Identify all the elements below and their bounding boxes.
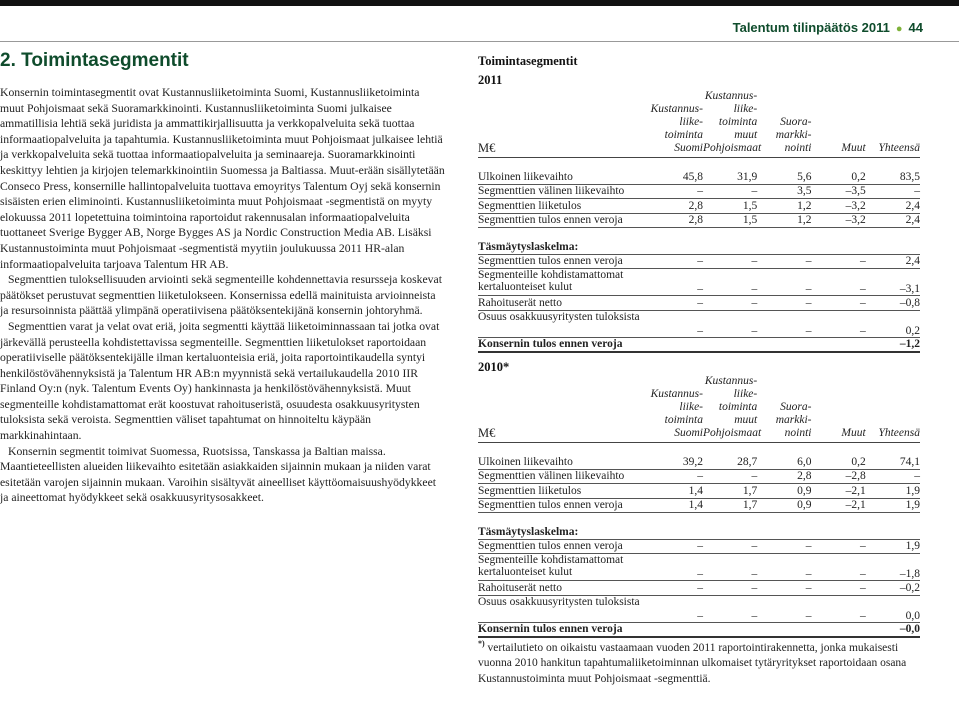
cell: –2,1 [811,484,865,499]
col-header: Yhteensä [866,90,920,158]
row-label: Segmenttien tulos ennen veroja [478,498,649,513]
footnote-mark: *) [478,639,485,648]
cell: – [757,554,811,581]
col-header: Suora- markki- nointi [757,90,811,158]
row-label: Segmenttien liiketulos [478,484,649,499]
table-row [478,455,920,469]
col-header: Kustannus- liike- toiminta muut Pohjoismaat [703,90,757,158]
cell: – [703,554,757,581]
cell: 0,2 [866,310,920,337]
cell: – [703,269,757,296]
table-row [478,498,920,513]
row-label: Segmenttien tulos ennen veroja [478,539,649,554]
cell: 0,2 [811,170,865,184]
cell: 1,4 [649,484,703,499]
segments-year-2011: 2011 [478,73,503,87]
cell: – [649,595,703,622]
cell: 1,7 [703,498,757,513]
total-label: Konsernin tulos ennen veroja [478,622,866,637]
segments-2010-block [478,360,920,638]
cell: –3,1 [866,269,920,296]
col-header: Kustannus- liike- toiminta Suomi [649,90,703,158]
cell: 2,8 [757,469,811,484]
segments-title: Toimintasegmentit [478,54,578,68]
cell: –3,2 [811,199,865,214]
cell: 1,9 [866,484,920,499]
row-label: Ulkoinen liikevaihto [478,455,649,469]
table-header-row [478,375,920,443]
cell: – [703,469,757,484]
total-value: –0,0 [866,622,920,637]
cell: 1,4 [649,498,703,513]
cell: –2,1 [811,498,865,513]
cell: – [649,581,703,596]
table-row [478,539,920,554]
cell: 2,4 [866,199,920,214]
cell: – [703,254,757,269]
cell: 2,4 [866,254,920,269]
col-header: Kustannus- liike- toiminta Suomi [649,375,703,443]
cell: – [703,310,757,337]
row-label: Segmenteille kohdistamattomat kertaluonteiset kulut [478,269,649,296]
cell: 5,6 [757,170,811,184]
cell: – [811,554,865,581]
cell: 28,7 [703,455,757,469]
segments-2011-block [478,54,920,353]
col-header: Muut [811,375,865,443]
row-label: Segmenttien liiketulos [478,199,649,214]
table-row [478,581,920,596]
col-header: Kustannus- liike- toiminta muut Pohjoismaat [703,375,757,443]
row-label: Rahoituserät netto [478,296,649,311]
cell: 39,2 [649,455,703,469]
unit-label: M€ [478,90,649,158]
cell: – [811,254,865,269]
cell: –0,2 [866,581,920,596]
cell: 1,5 [703,213,757,228]
table-header-row [478,90,920,158]
cell: 6,0 [757,455,811,469]
paragraph: Konsernin toimintasegmentit ovat Kustannusliiketoiminta Suomi, Kustannusliiketoiminta muut Pohjoismaat sekä Suoramarkkinointi. Kustannusliiketoiminta Suomi julkaisee ammatillisia lehtiä sekä juridista ja ammattikirjallisuutta ja verkkopalveluita sekä tuottaa informaatiopalveluita ja tapahtumia. Kustannusliiketoiminta muut Pohjoismaat julkaisee lehtiä ja verkkopalveluita sekä tuottaa informaatiopalveluita ja seminaareja. Suoramarkkinointi keskittyy lehtien ja kirjojen telemarkkinointiin Suomessa ja Baltiassa. Muut-erään sisällytetään Conseco Press, konsernille hallintopalveluita tuottava emoyritys Talentum Oyj sekä konsernin sisäisten erien eliminointi. Kustannusliiketoiminta muut Pohjoismaat -segmentistä on myyty elokuussa 2011 lopetettuina toimintoina raportoidut rakennusalan informaatiopalveluita tuottaneet Sverige Bygger AB, Norge Bygges AS ja Nordic Construction Media AB. Lisäksi Kustannustoiminta muut Pohjoismaat -segmentistä myytiin joulukuussa 2011 HR-alan informaatiopalveluita tarjoava Talentum HR AB. [0,86,445,271]
cell: 1,9 [866,539,920,554]
cell: – [757,539,811,554]
table-row [478,554,920,581]
table-row [478,269,920,296]
footnote [478,636,918,688]
cell: – [649,310,703,337]
cell: – [649,469,703,484]
cell: – [649,254,703,269]
section-title: 2. Toimintasegmentit [0,50,189,71]
cell: – [757,595,811,622]
cell: 2,8 [649,199,703,214]
cell: – [757,296,811,311]
total-row [478,337,920,352]
cell: 1,2 [757,199,811,214]
cell: – [811,269,865,296]
segments-table-2011 [478,90,920,353]
col-header: Yhteensä [866,375,920,443]
cell: – [703,581,757,596]
cell: – [703,539,757,554]
row-label: Ulkoinen liikevaihto [478,170,649,184]
cell: – [866,184,920,199]
header-dot-icon: ● [895,23,903,35]
cell: 0,0 [866,595,920,622]
cell: – [757,310,811,337]
cell: – [811,539,865,554]
table-row [478,213,920,228]
table-row [478,184,920,199]
table-row [478,469,920,484]
cell: 83,5 [866,170,920,184]
col-header: Muut [811,90,865,158]
cell: –0,8 [866,296,920,311]
cell: 31,9 [703,170,757,184]
paragraph: Konsernin segmentit toimivat Suomessa, Ruotsissa, Tanskassa ja Baltian maissa. Maantieteellisten alueiden liikevaihto esitetään asiakkaiden sijainnin mukaan ja niiden varat esitetään varojen sijainnin mukaan. Varoihin sisältyvät aineelliset käyttöomaisuushyödykkeet ja aineettomat hyödykkeet sekä osakkuusyritysosakkeet. [0,444,437,505]
segments-year-2010: 2010* [478,360,510,374]
cell: 1,5 [703,199,757,214]
segments-table-2010 [478,375,920,638]
table-row [478,310,920,337]
cell: – [811,296,865,311]
cell: 1,7 [703,484,757,499]
cell: 45,8 [649,170,703,184]
row-label: Segmenteille kohdistamattomat kertaluonteiset kulut [478,554,649,581]
unit-label: M€ [478,375,649,443]
page-header [733,20,923,35]
cell: – [649,554,703,581]
footnote-text: vertailutieto on oikaistu vastaamaan vuoden 2011 raportointirakennetta, jonka mukaisesti vuonna 2010 hankitun tapahtumaliiketoiminnan ulkomaiset tytäryritykset raportoidaan osana Kustannustoiminta muut Pohjoismaat -segmenttiä. [478,641,907,686]
cell: – [649,184,703,199]
cell: –3,5 [811,184,865,199]
table-row [478,199,920,214]
header-rule [0,41,959,42]
table-row [478,170,920,184]
recon-title: Täsmäytyslaskelma: [478,240,920,254]
cell: 2,4 [866,213,920,228]
cell: 0,2 [811,455,865,469]
cell: –2,8 [811,469,865,484]
paragraph: Segmenttien varat ja velat ovat eriä, joita segmentti käyttää liiketoiminnassaan tai jotka ovat järkevällä perusteella kohdistettavissa segmenteille. Segmenttien liiketulokset raportoidaan operatiiviselle päätöksentekijälle ilman kertaluonteisia eriä, joita raportointikaudella syntyi henkilöstövähennyksistä ja Talentum HR AB:n myynnistä sekä vertailukaudella 2010 IIR Finland Oy:n (nyk. Talentum Events Oy) hankinnasta ja henkilöstövähennyksistä. Muut segmenteille kohdistamattomat erät koostuvat rahoituseristä, osuudesta osakkuusyritysten tuloksista sekä veroista. Segmenttien väliset tapahtumat on hinnoiteltu käypään markkinahintaan. [0,319,440,443]
table-row [478,484,920,499]
row-label: Rahoituserät netto [478,581,649,596]
cell: – [757,581,811,596]
cell: –3,2 [811,213,865,228]
body-text [0,85,445,506]
page-number: 44 [908,20,923,35]
cell: 0,9 [757,498,811,513]
cell: 2,8 [649,213,703,228]
cell: – [757,269,811,296]
col-header: Suora- markki- nointi [757,375,811,443]
row-label: Segmenttien välinen liikevaihto [478,184,649,199]
row-label: Segmenttien tulos ennen veroja [478,213,649,228]
cell: 74,1 [866,455,920,469]
cell: 1,2 [757,213,811,228]
row-label: Osuus osakkuusyritysten tuloksista [478,310,649,337]
row-label: Segmenttien tulos ennen veroja [478,254,649,269]
table-row [478,595,920,622]
cell: – [649,269,703,296]
paragraph: Segmenttien tuloksellisuuden arviointi sekä segmenteille kohdennettavia resursseja koskevat päätökset perustuvat segmenttien liiketulokseen. Konsernissa edellä mainituista arvioinneista ja resursoinnista päättää ylimpänä operatiivisena päätöksentekijänä konsernin johtoryhmä. [0,273,442,318]
cell: 0,9 [757,484,811,499]
recon-title: Täsmäytyslaskelma: [478,525,920,539]
cell: – [811,310,865,337]
cell: – [649,539,703,554]
row-label: Segmenttien välinen liikevaihto [478,469,649,484]
top-bar [0,0,959,6]
cell: – [703,184,757,199]
cell: – [649,296,703,311]
total-row [478,622,920,637]
cell: – [703,296,757,311]
cell: – [811,581,865,596]
cell: – [757,254,811,269]
cell: 3,5 [757,184,811,199]
cell: – [703,595,757,622]
cell: – [811,595,865,622]
total-label: Konsernin tulos ennen veroja [478,337,866,352]
total-value: –1,2 [866,337,920,352]
cell: – [866,469,920,484]
table-row [478,296,920,311]
cell: 1,9 [866,498,920,513]
row-label: Osuus osakkuusyritysten tuloksista [478,595,649,622]
cell: –1,8 [866,554,920,581]
header-title: Talentum tilinpäätös 2011 [732,20,890,35]
table-row [478,254,920,269]
recon-title-row [478,240,920,254]
recon-title-row [478,525,920,539]
